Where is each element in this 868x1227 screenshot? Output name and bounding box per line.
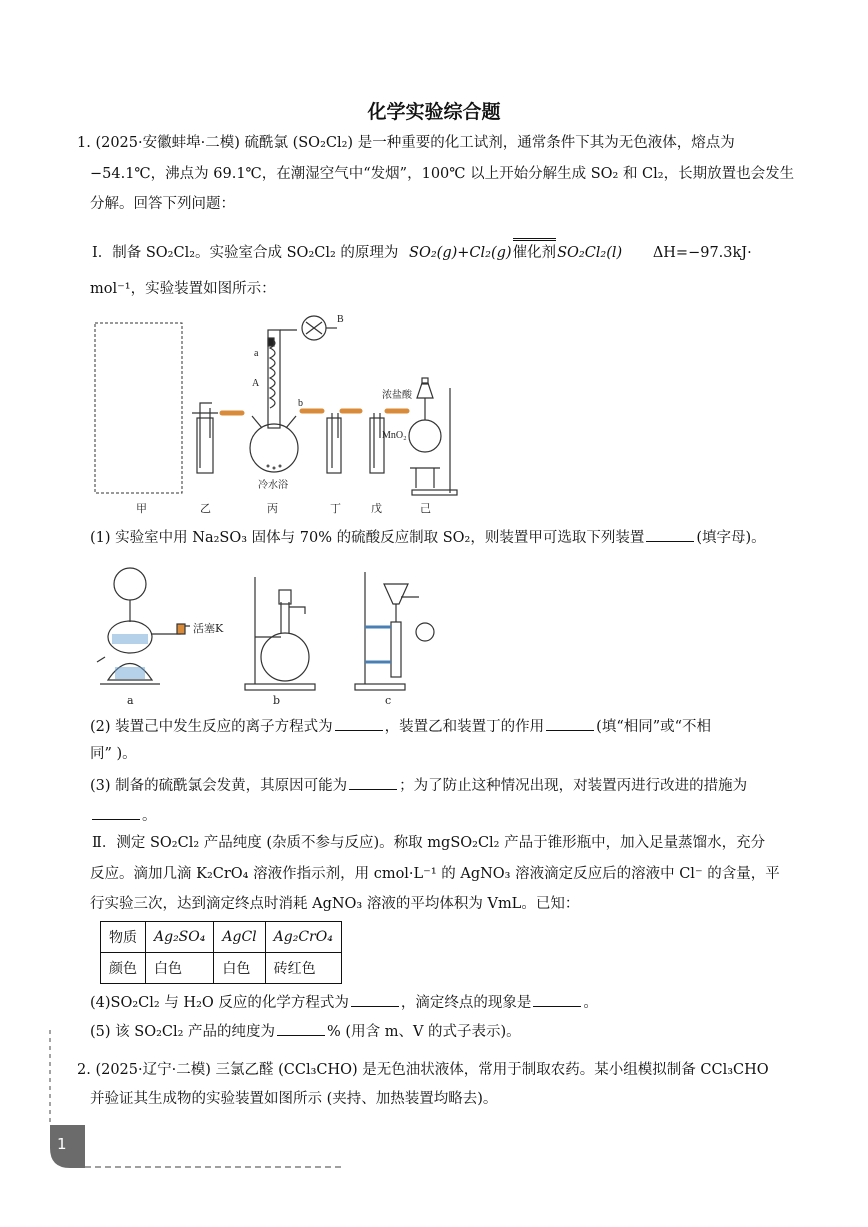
sub3-text-c: 。 (142, 808, 157, 824)
sub4 (90, 992, 598, 1013)
reactants: SO₂(g)+Cl₂(g) (409, 245, 512, 261)
sub2-text-c: (填“相同”或“不相 (596, 719, 712, 735)
table-cell: Ag₂SO₄ (146, 922, 214, 953)
reaction-equation (409, 238, 622, 263)
apparatus-label-ding: 丁 (330, 502, 341, 515)
sub3-text-a: (3) 制备的硫酰氯会发黄，其原因可能为 (90, 778, 348, 794)
label-hcl: 浓盐酸 (382, 390, 412, 401)
sub2 (90, 716, 711, 737)
page-number: 1 (57, 1135, 67, 1153)
table-cell: 颜色 (101, 953, 146, 984)
sub5-text-a: (5) 该 SO₂Cl₂ 产品的纯度为 (90, 1024, 276, 1040)
answer-blank-7[interactable] (533, 992, 581, 1007)
sub4-text-c: 。 (583, 995, 598, 1011)
label-B: B (337, 314, 344, 325)
sub4-text-a: (4)SO₂Cl₂ 与 H₂O 反应的化学方程式为 (90, 995, 349, 1011)
answer-blank-3[interactable] (546, 716, 594, 731)
property-table (100, 921, 342, 984)
answer-blank-4[interactable] (349, 775, 397, 790)
choice-label-b: b (273, 694, 281, 707)
label-A: A (252, 378, 260, 389)
product: SO₂Cl₂(l) (557, 245, 623, 261)
sub4-text-b: ，滴定终点的现象是 (400, 995, 532, 1011)
apparatus-label-wu: 戊 (371, 502, 382, 515)
sub2-cont: 同” )。 (90, 746, 137, 762)
apparatus-label-yi: 乙 (200, 502, 211, 515)
apparatus-label-jia: 甲 (136, 502, 147, 515)
enthalpy: ΔH=−97.3kJ· (652, 245, 752, 261)
sub3-text-b: ；为了防止这种情况出现，对装置丙进行改进的措施为 (399, 778, 748, 794)
q1-line3: 分解。回答下列问题： (90, 196, 235, 212)
sub3-cont (90, 805, 157, 826)
sub1 (90, 527, 766, 548)
table-cell: 砖红色 (265, 953, 341, 984)
sub1-end: (填字母)。 (696, 530, 766, 546)
label-bath: 冷水浴 (258, 480, 288, 491)
catalyst-arrow (513, 238, 557, 263)
answer-blank-5[interactable] (92, 805, 140, 820)
apparatus-label-bing: 丙 (267, 502, 278, 515)
sub1-text: (1) 实验室中用 Na₂SO₃ 固体与 70% 的硫酸反应制取 SO₂，则装置甲可选取下列装置 (90, 530, 645, 546)
table-cell: 白色 (146, 953, 214, 984)
apparatus-label-ji: 己 (420, 502, 431, 515)
part1-text: Ⅰ．制备 SO₂Cl₂。实验室合成 SO₂Cl₂ 的原理为 (92, 245, 399, 261)
part1-intro (92, 238, 752, 263)
catalyst-label: 催化剂 (512, 245, 557, 261)
part2-line3: 行实验三次，达到滴定终点时消耗 AgNO₃ 溶液的平均体积为 VmL。已知： (90, 896, 580, 912)
table-cell: Ag₂CrO₄ (265, 922, 341, 953)
table-row (101, 922, 342, 953)
table-cell: 白色 (214, 953, 265, 984)
part2-line2: 反应。滴加几滴 K₂CrO₄ 溶液作指示剂，用 cmol·L⁻¹ 的 AgNO₃ 溶液滴定反应后的溶液中 Cl⁻ 的含量，平 (90, 866, 780, 882)
answer-blank-6[interactable] (351, 992, 399, 1007)
choice-label-a: a (127, 694, 134, 707)
label-mno2: MnO₂ (382, 430, 407, 441)
q1-line1: 1. (2025·安徽蚌埠·二模) 硫酰氯 (SO₂Cl₂) 是一种重要的化工试剂，通常条件下其为无色液体，熔点为 (77, 135, 735, 151)
q2-line1: 2. (2025·辽宁·二模) 三氯乙醛 (CCl₃CHO) 是无色油状液体，常用于制取农药。某小组模拟制备 CCl₃CHO (77, 1062, 769, 1078)
choice-label-c: c (385, 694, 392, 707)
footer-decoration (40, 1030, 360, 1180)
sub5-text-b: % (用含 m、V 的式子表示)。 (327, 1024, 521, 1040)
q2-line2: 并验证其生成物的实验装置如图所示 (夹持、加热装置均略去)。 (90, 1091, 498, 1107)
table-cell: AgCl (214, 922, 265, 953)
q1-line2: −54.1℃，沸点为 69.1℃，在潮湿空气中“发烟”，100℃ 以上开始分解生成 SO₂ 和 Cl₂，长期放置也会发生 (90, 166, 795, 182)
label-a: a (254, 348, 259, 359)
sub3 (90, 775, 747, 796)
label-b: b (298, 398, 303, 409)
sub2-text-a: (2) 装置己中发生反应的离子方程式为 (90, 719, 333, 735)
choice-figures (95, 562, 455, 712)
table-cell: 物质 (101, 922, 146, 953)
part2-line1: Ⅱ．测定 SO₂Cl₂ 产品纯度 (杂质不参与反应)。称取 mgSO₂Cl₂ 产品于锥形瓶中，加入足量蒸馏水，充分 (92, 835, 766, 851)
page-title: 化学实验综合题 (367, 101, 501, 123)
apparatus-figure (92, 308, 472, 518)
part1-intro-2: mol⁻¹，实验装置如图所示： (90, 281, 276, 297)
valve-label: 活塞K (193, 622, 224, 635)
table-row (101, 953, 342, 984)
sub2-text-b: ，装置乙和装置丁的作用 (384, 719, 545, 735)
answer-blank-2[interactable] (335, 716, 383, 731)
answer-blank-1[interactable] (646, 527, 694, 542)
